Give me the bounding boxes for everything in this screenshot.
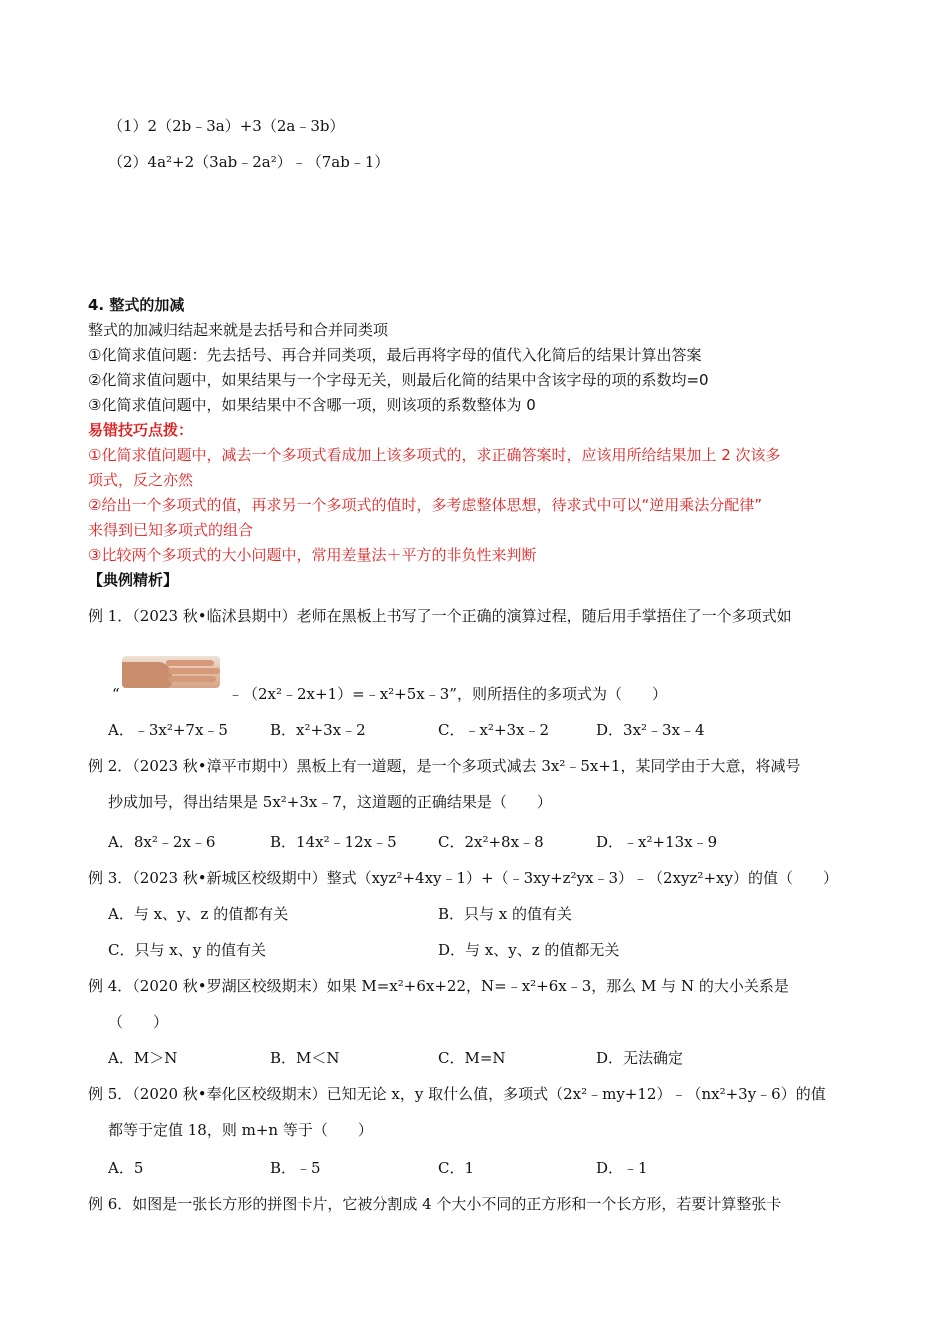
- rule-1: ①化简求值问题：先去括号、再合并同类项，最后再将字母的值代入化简后的结果计算出答案: [88, 346, 702, 364]
- example-5-line-1: 例 5．（2020 秋•奉化区校级期末）已知无论 x，y 取什么值，多项式（2x²﹣my+12）﹣（nx²+3y﹣6）的值: [88, 1085, 826, 1103]
- example-5-option-a: A．5: [108, 1159, 144, 1177]
- example-3-option-b: B．只与 x 的值有关: [438, 905, 573, 923]
- example-1-line-1: 例 1．（2023 秋•临沭县期中）老师在黑板上书写了一个正确的演算过程，随后用手掌捂住了一个多项式如: [88, 607, 792, 625]
- example-4-option-d: D．无法确定: [596, 1049, 684, 1067]
- tip-1-line-1: ①化简求值问题中，减去一个多项式看成加上该多项式的，求正确答案时，应该用所给结果加上 2 次该多: [88, 446, 781, 464]
- example-2-option-b: B．14x²﹣12x﹣5: [270, 833, 397, 851]
- example-5-option-b: B．﹣5: [270, 1159, 321, 1177]
- exercise-2: （2）4a²+2（3ab﹣2a²）﹣（7ab﹣1）: [108, 153, 390, 171]
- hand-image: [122, 656, 220, 688]
- example-5-option-d: D．﹣1: [596, 1159, 648, 1177]
- example-5-option-c: C．1: [438, 1159, 475, 1177]
- example-3-option-a: A．与 x、y、z 的值都有关: [108, 905, 289, 923]
- example-1-option-a: A．﹣3x²+7x﹣5: [108, 721, 228, 739]
- section-title: 4. 整式的加减: [88, 296, 185, 314]
- example-4-option-a: A．M＞N: [108, 1049, 178, 1067]
- example-1-option-b: B．x²+3x﹣2: [270, 721, 366, 739]
- example-4-line-2: （ ）: [108, 1013, 169, 1031]
- example-1-option-d: D．3x²﹣3x﹣4: [596, 721, 705, 739]
- tips-title: 易错技巧点拨：: [88, 421, 194, 439]
- example-4-option-c: C．M=N: [438, 1049, 506, 1067]
- example-2-line-1: 例 2．（2023 秋•漳平市期中）黑板上有一道题，是一个多项式减去 3x²﹣5x+1，某同学由于大意，将减号: [88, 757, 801, 775]
- rule-3: ③化简求值问题中，如果结果中不含哪一项，则该项的系数整体为 0: [88, 396, 536, 414]
- example-2-option-c: C．2x²+8x﹣8: [438, 833, 544, 851]
- example-3-option-d: D．与 x、y、z 的值都无关: [438, 941, 620, 959]
- tip-2-line-2: 来得到已知多项式的组合: [88, 521, 254, 539]
- examples-title: 【典例精析】: [88, 571, 179, 589]
- example-1-option-c: C．﹣x²+3x﹣2: [438, 721, 550, 739]
- example-4-option-b: B．M＜N: [270, 1049, 340, 1067]
- example-2-option-a: A．8x²﹣2x﹣6: [108, 833, 216, 851]
- tip-2-line-1: ②给出一个多项式的值，再求另一个多项式的值时，多考虑整体思想，待求式中可以“逆用乘法分配律”: [88, 496, 762, 514]
- example-1-quote: “: [112, 685, 120, 703]
- example-4-line-1: 例 4．（2020 秋•罗湖区校级期末）如果 M=x²+6x+22，N=﹣x²+6x﹣3，那么 M 与 N 的大小关系是: [88, 977, 789, 995]
- rule-2: ②化简求值问题中，如果结果与一个字母无关，则最后化简的结果中含该字母的项的系数均=0: [88, 371, 709, 389]
- example-2-line-2: 抄成加号，得出结果是 5x²+3x﹣7，这道题的正确结果是（ ）: [108, 793, 552, 811]
- section-intro: 整式的加减归结起来就是去括号和合并同类项: [88, 321, 389, 339]
- example-3-option-c: C．只与 x、y 的值有关: [108, 941, 266, 959]
- example-3-line-1: 例 3．（2023 秋•新城区校级期中）整式（xyz²+4xy﹣1）+（﹣3xy+z²yx﹣3）﹣（2xyz²+xy）的值（ ）: [88, 869, 838, 887]
- example-1-line-2: ﹣（2x²﹣2x+1）=﹣x²+5x﹣3”，则所捂住的多项式为（ ）: [228, 685, 667, 703]
- example-6-line-1: 例 6．如图是一张长方形的拼图卡片，它被分割成 4 个大小不同的正方形和一个长方形，若要计算整张卡: [88, 1195, 782, 1213]
- example-2-option-d: D．﹣x²+13x﹣9: [596, 833, 718, 851]
- tip-3: ③比较两个多项式的大小问题中，常用差量法＋平方的非负性来判断: [88, 546, 537, 564]
- example-5-line-2: 都等于定值 18，则 m+n 等于（ ）: [108, 1121, 373, 1139]
- exercise-1: （1）2（2b﹣3a）+3（2a﹣3b）: [108, 117, 345, 135]
- tip-1-line-2: 项式，反之亦然: [88, 471, 194, 489]
